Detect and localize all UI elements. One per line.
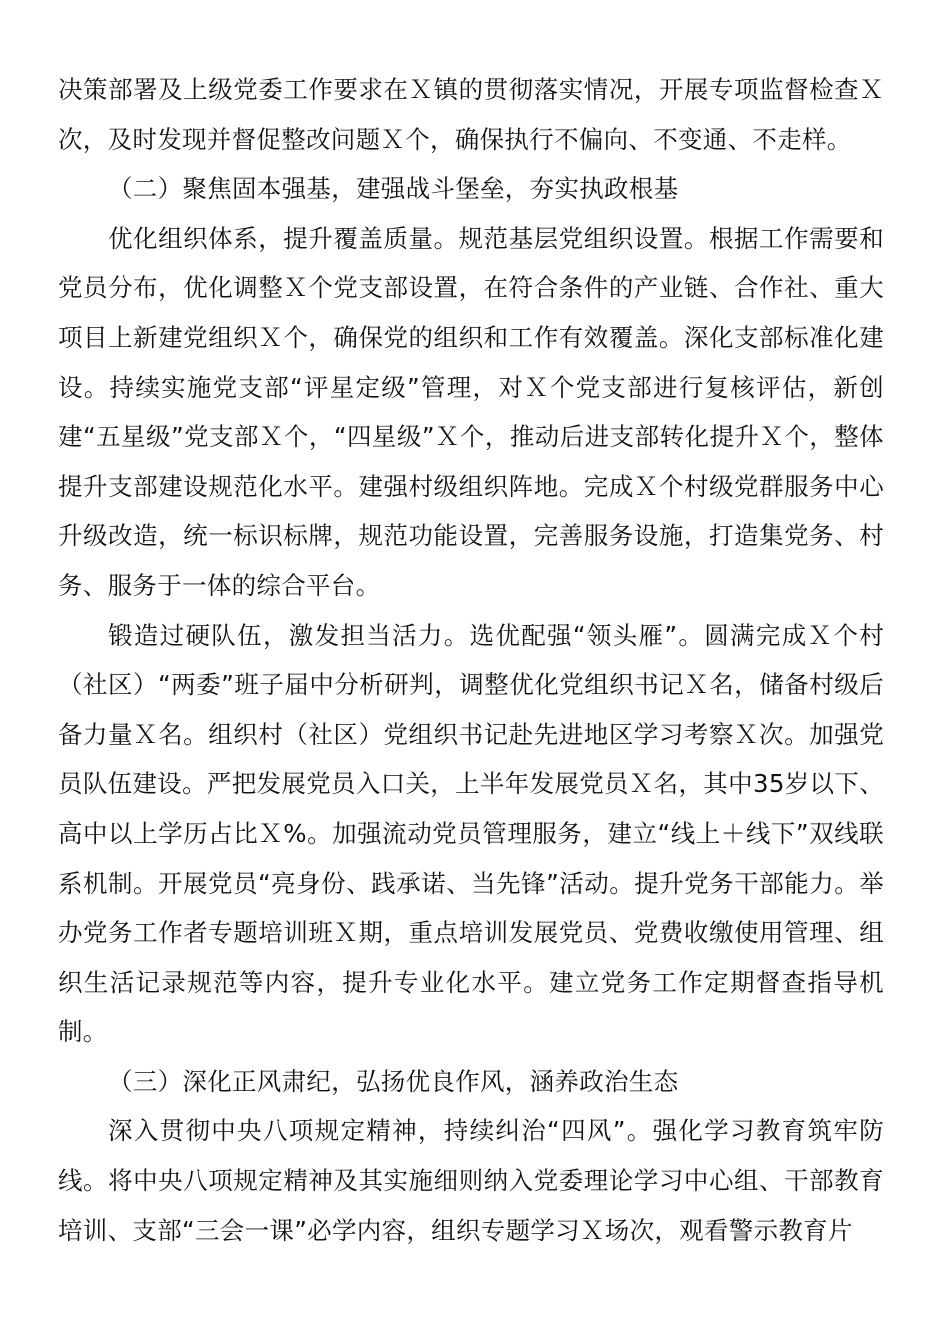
paragraph-eight-regulations: 深入贯彻中央八项规定精神，持续纠治“四风”。强化学习教育筑牢防线。将中央八项规定精神及其实施细则纳入党委理论学习中心组、干部教育培训、支部“三会一课”必学内容，组织专题学习Ｘ场次，观看警示教育片 bbox=[58, 1116, 884, 1245]
paragraph-team-building: 锻造过硬队伍，激发担当活力。选优配强“领头雁”。圆满完成Ｘ个村（社区）“两委”班子届中分析研判，调整优化党组织书记Ｘ名，储备村级后备力量Ｘ名。组织村（社区）党组织书记赴先进地区学习考察Ｘ次。加强党员队伍建设。严把发展党员入口关，上半年发展党员Ｘ名，其中35岁以下、高中以上学历占比Ｘ%。加强流动党员管理服务，建立“线上＋线下”双线联系机制。开展党员“亮身份、践承诺、当先锋”活动。提升党务干部能力。举办党务工作者专题培训班Ｘ期，重点培训发展党员、党费收缴使用管理、组织生活记录规范等内容，提升专业化水平。建立党务工作定期督查指导机制。 bbox=[58, 620, 884, 1047]
paragraph-organization-system: 优化组织体系，提升覆盖质量。规范基层党组织设置。根据工作需要和党员分布，优化调整Ｘ个党支部设置，在符合条件的产业链、合作社、重大项目上新建党组织Ｘ个，确保党的组织和工作有效覆盖。深化支部标准化建设。持续实施党支部“评星定级”管理，对Ｘ个党支部进行复核评估，新创建“五星级”党支部Ｘ个，“四星级”Ｘ个，推动后进支部转化提升Ｘ个，整体提升支部建设规范化水平。建强村级组织阵地。完成Ｘ个村级党群服务中心升级改造，统一标识标牌，规范功能设置，完善服务设施，打造集党务、村务、服务于一体的综合平台。 bbox=[58, 223, 884, 600]
section-heading-2: （二）聚焦固本强基，建强战斗堡垒，夯实执政根基 bbox=[108, 174, 679, 204]
paragraph-continuation: 决策部署及上级党委工作要求在Ｘ镇的贯彻落实情况，开展专项监督检查Ｘ次，及时发现并督促整改问题Ｘ个，确保执行不偏向、不变通、不走样。 bbox=[58, 75, 884, 154]
document-page bbox=[58, 65, 884, 1255]
section-heading-3: （三）深化正风肃纪，弘扬优良作风，涵养政治生态 bbox=[108, 1066, 679, 1096]
